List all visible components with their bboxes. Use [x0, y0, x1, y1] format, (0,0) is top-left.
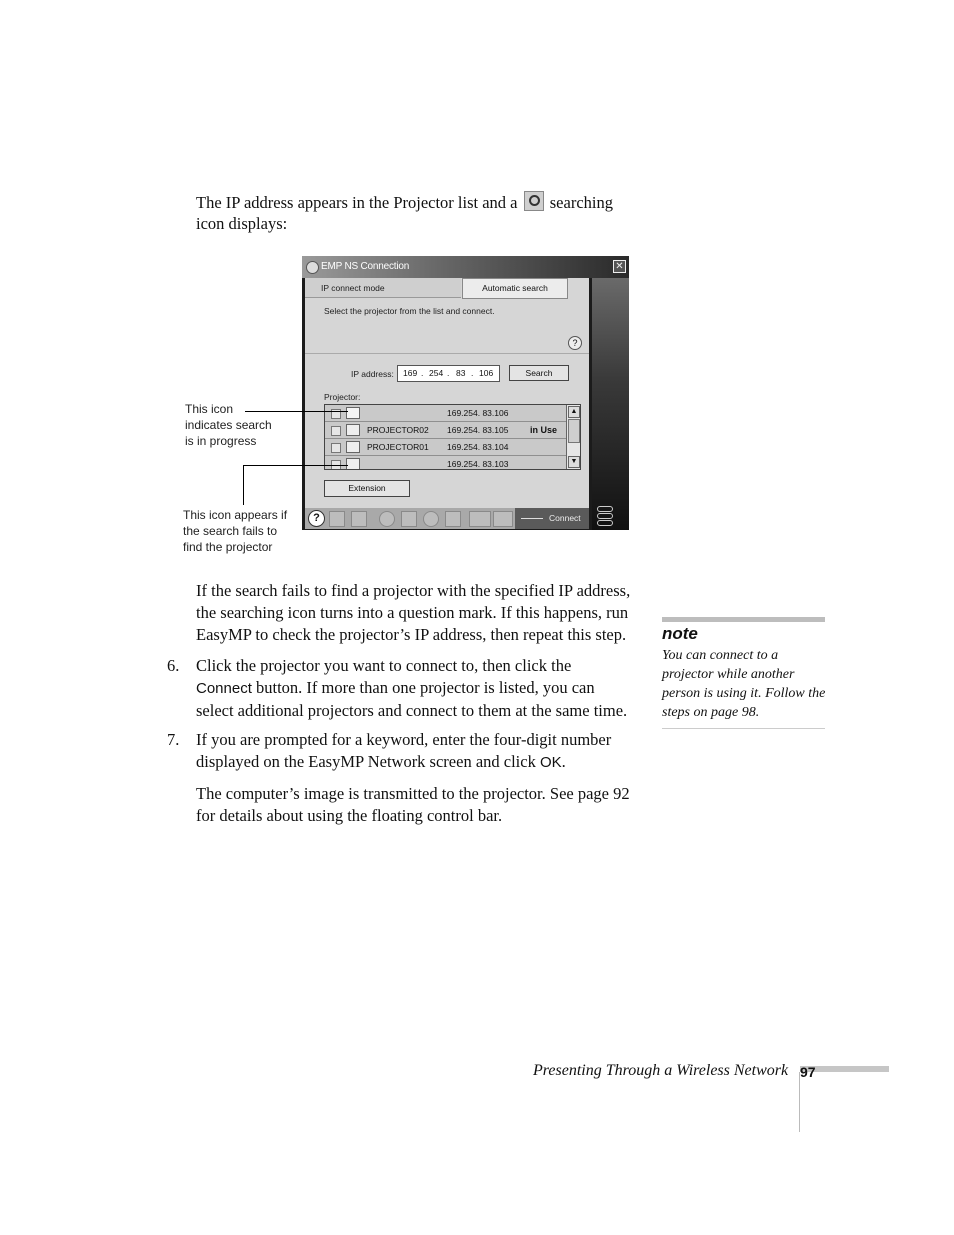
note-line: projector while another: [662, 667, 795, 682]
callout-line: This icon appears if: [183, 508, 288, 522]
connect-button[interactable]: [515, 508, 589, 529]
toolbar: [305, 508, 589, 529]
connect-term: Connect: [196, 680, 252, 697]
footer-rule: [799, 1072, 800, 1132]
note-divider: [662, 728, 825, 729]
pause-icon[interactable]: [379, 511, 395, 527]
ip-address-label: IP address:: [351, 369, 394, 379]
projector-ip: 169.254. 83.104: [447, 442, 509, 452]
display-icon[interactable]: [329, 511, 345, 527]
projector-list[interactable]: [324, 404, 581, 470]
tab-automatic-search[interactable]: Automatic search: [462, 278, 568, 299]
callout-line: find the projector: [183, 540, 273, 554]
callout-line: This icon: [185, 402, 234, 416]
projector-ip: 169.254. 83.103: [447, 459, 509, 469]
list-item[interactable]: [325, 422, 566, 439]
window-title: EMP NS Connection: [321, 261, 410, 272]
search-button[interactable]: Search: [509, 365, 569, 381]
ip-dot: .: [421, 368, 424, 378]
connect-label: Connect: [549, 513, 581, 523]
status-badge: in Use: [530, 425, 558, 435]
list-item[interactable]: [325, 439, 566, 456]
list-item[interactable]: [325, 456, 566, 470]
text-line: select additional projectors and connect to them at the same time.: [196, 701, 628, 720]
searching-icon: [524, 191, 544, 211]
undo-icon[interactable]: [445, 511, 461, 527]
text-line: the searching icon turns into a question mark. If this happens, run: [196, 603, 629, 622]
list-icon[interactable]: [351, 511, 367, 527]
projector-ip: 169.254. 83.106: [447, 408, 509, 418]
help-icon[interactable]: ?: [568, 336, 582, 350]
scroll-thumb[interactable]: [568, 419, 580, 443]
projector-icon: [346, 441, 360, 453]
divider: [305, 353, 589, 354]
projector-name: PROJECTOR01: [367, 442, 429, 452]
projector-name: PROJECTOR02: [367, 425, 429, 435]
app-icon: [306, 261, 319, 274]
title-bar: [302, 256, 629, 278]
grip-icon: [597, 513, 613, 519]
text-line: [196, 751, 611, 774]
step-number: 7.: [167, 730, 180, 749]
plug-icon: [521, 518, 543, 519]
intro-line-1: [196, 191, 613, 214]
note-bar: [662, 617, 825, 622]
text-line: The computer’s image is transmitted to the projector. See page 92: [196, 784, 630, 803]
text-span: button. If more than one projector is listed, you can: [251, 678, 595, 697]
note-title: note: [662, 624, 698, 643]
checkbox[interactable]: [331, 426, 341, 436]
help-icon[interactable]: ?: [308, 510, 325, 527]
zoom-icon[interactable]: [423, 511, 439, 527]
checkbox[interactable]: [331, 443, 341, 453]
instruction-text: Select the projector from the list and connect.: [324, 306, 495, 316]
text-line: [196, 677, 627, 700]
tab-ip-connect-mode[interactable]: IP connect mode: [305, 278, 461, 298]
extension-button[interactable]: Extension: [324, 480, 410, 497]
ip-address-field[interactable]: [397, 365, 500, 382]
monitor-icon[interactable]: [493, 511, 513, 527]
text-line: Click the projector you want to connect to, then click the: [196, 656, 572, 675]
intro-text: The IP address appears in the Projector list and a: [196, 193, 518, 212]
ip-octet-1: 169: [403, 368, 418, 378]
grip-icon: [597, 506, 613, 512]
tools-icon[interactable]: [401, 511, 417, 527]
grip-icon: [597, 520, 613, 526]
callout-line: the search fails to: [183, 524, 278, 538]
footer-title: Presenting Through a Wireless Network: [533, 1062, 789, 1079]
callout-line: is in progress: [185, 434, 257, 448]
text-line: If the search fails to find a projector with the specified IP address,: [196, 581, 631, 600]
note-line: You can connect to a: [662, 648, 779, 663]
text-span: displayed on the EasyMP Network screen and click: [196, 752, 540, 771]
ip-octet-2: 254: [429, 368, 444, 378]
list-item[interactable]: [325, 405, 566, 422]
note-line: steps on page 98.: [662, 705, 760, 720]
side-strip: [592, 278, 629, 530]
step-number: 6.: [167, 656, 180, 675]
callout-searching: [185, 401, 272, 449]
callout-failed: [183, 507, 287, 555]
callout-leader: [245, 411, 348, 412]
projector-icon: [346, 424, 360, 436]
paragraph: [196, 580, 630, 646]
close-icon[interactable]: ✕: [613, 260, 626, 273]
ok-term: OK: [539, 754, 562, 771]
ip-octet-3: 83: [456, 368, 466, 378]
main-panel: [305, 278, 589, 508]
step-6: [196, 655, 627, 722]
callout-leader: [243, 465, 244, 505]
note-text: [662, 646, 827, 722]
scroll-down-icon[interactable]: ▼: [568, 456, 580, 468]
question-icon: [346, 458, 360, 470]
projector-ip: 169.254. 83.105: [447, 425, 509, 435]
note-line: person is using it. Follow the: [662, 686, 826, 701]
intro-text-after: searching: [549, 193, 613, 212]
keyboard-icon[interactable]: [469, 511, 491, 527]
text-line: for details about using the floating control bar.: [196, 806, 503, 825]
text-span: .: [561, 752, 566, 771]
projector-label: Projector:: [324, 392, 361, 402]
text-line: EasyMP to check the projector’s IP address, then repeat this step.: [196, 625, 627, 644]
scroll-up-icon[interactable]: ▲: [568, 406, 580, 418]
emp-ns-connection-window: [302, 256, 629, 530]
ip-octet-4: 106: [479, 368, 494, 378]
list-scrollbar[interactable]: [566, 405, 580, 469]
step-7: [196, 729, 611, 774]
page-number: 97: [800, 1064, 816, 1080]
intro-line-2: icon displays:: [196, 214, 288, 233]
callout-leader: [243, 465, 348, 466]
ip-dot: .: [447, 368, 450, 378]
ip-dot: .: [471, 368, 474, 378]
text-line: If you are prompted for a keyword, enter the four-digit number: [196, 730, 612, 749]
paragraph: [196, 783, 630, 827]
callout-line: indicates search: [185, 418, 272, 432]
searching-icon: [346, 407, 360, 419]
